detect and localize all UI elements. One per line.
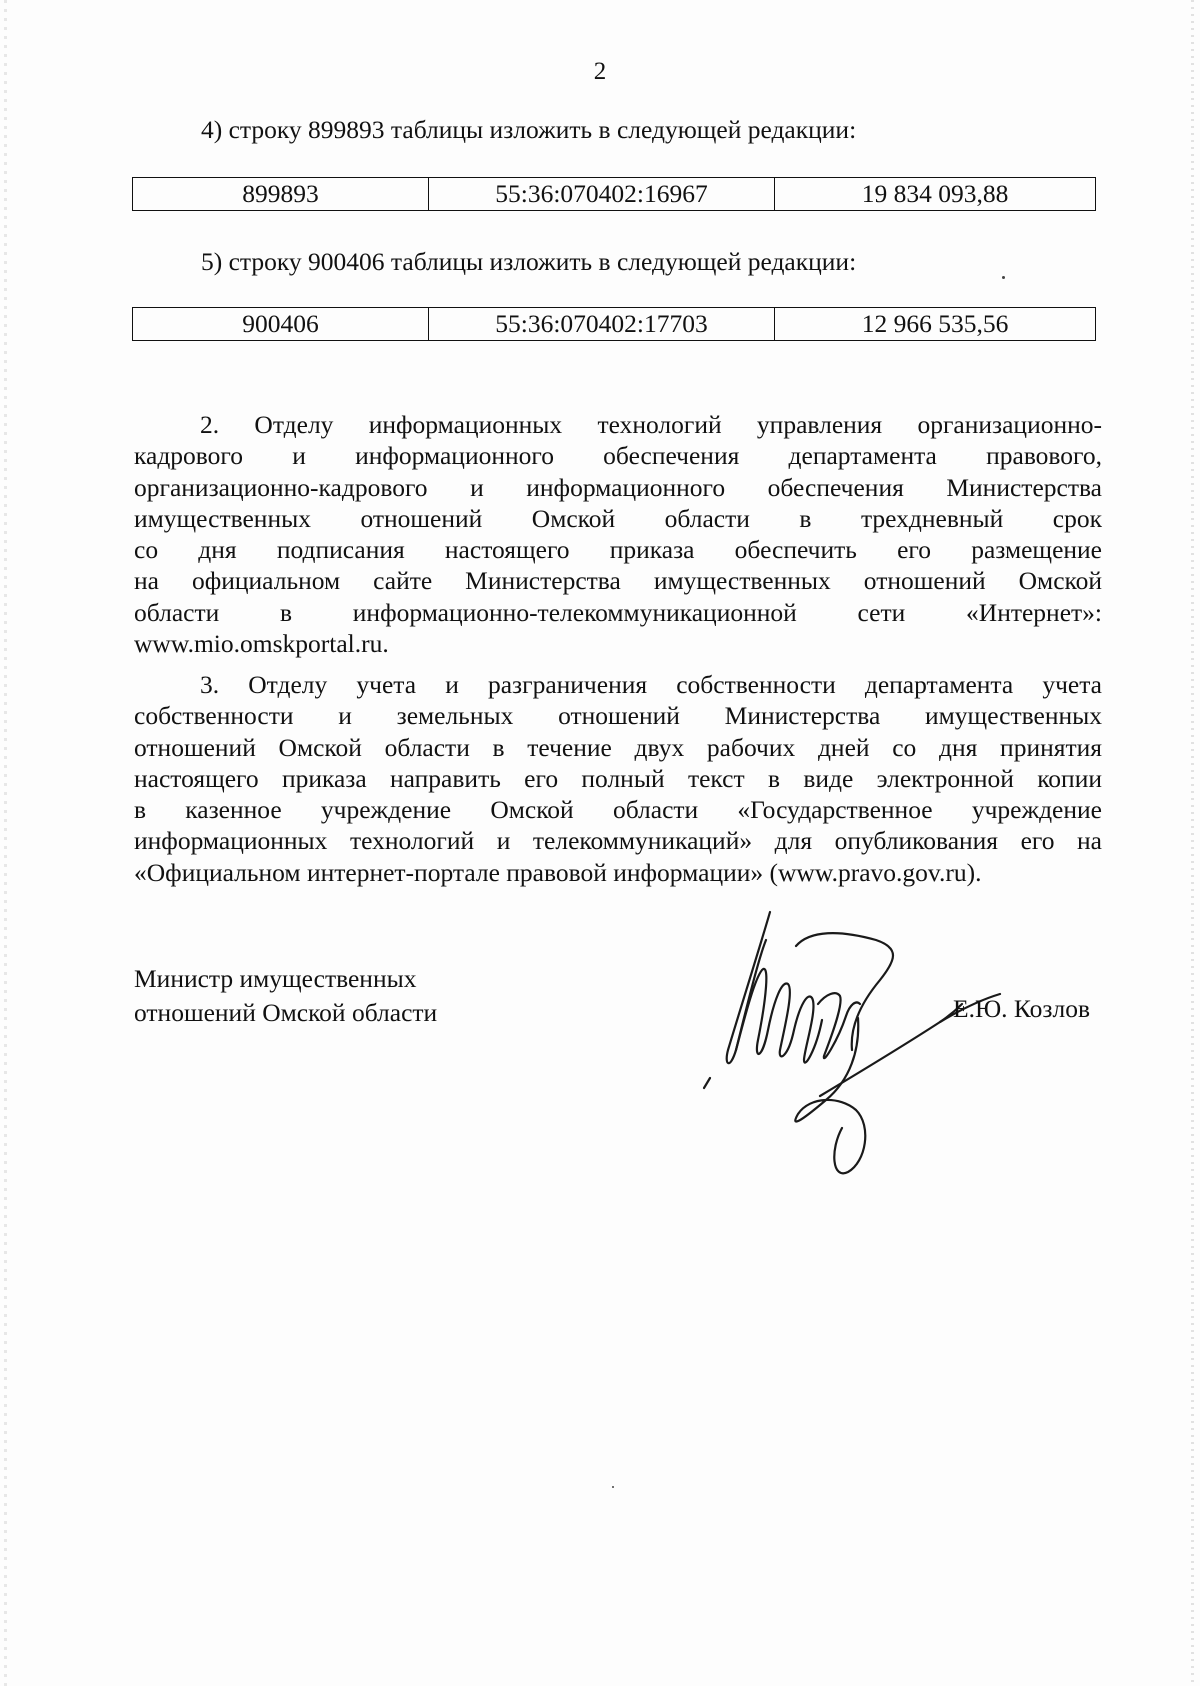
signer-title-line-2: отношений Омской области — [134, 998, 438, 1027]
item5-table-row — [132, 307, 1096, 341]
paragraph-3-line: «Официальном интернет-портале правовой информации» (www.pravo.gov.ru). — [134, 857, 982, 887]
signer-title-line-1: Министр имущественных — [134, 964, 417, 993]
paragraph-3-line: информационных технологий и телекоммуникаций» для опубликования его на — [134, 826, 1102, 856]
item5-text: 5) строку 900406 таблицы изложить в следующей редакции: — [201, 247, 857, 276]
paragraph-2-line: области в информационно-телекоммуникационной сети «Интернет»: — [134, 597, 1102, 627]
item4-cadastral-number: 55:36:070402:16967 — [429, 178, 775, 210]
scan-speck — [1002, 276, 1005, 279]
paragraph-3-line: настоящего приказа направить его полный текст в виде электронной копии — [134, 763, 1102, 793]
signer-title — [134, 962, 437, 1030]
paragraph-2-line: со дня подписания настоящего приказа обеспечить его размещение — [134, 535, 1102, 565]
paragraph-3-line: собственности и земельных отношений Министерства имущественных — [134, 701, 1102, 731]
page-number: 2 — [593, 58, 607, 85]
item4-table-row — [132, 177, 1096, 211]
scan-edge-right — [1191, 0, 1194, 1686]
item5-value: 12 966 535,56 — [861, 309, 1009, 338]
paragraph-2-line: кадрового и информационного обеспечения департамента правового, — [134, 441, 1102, 471]
item4-value: 19 834 093,88 — [861, 179, 1009, 208]
scan-edge-left — [4, 0, 7, 1686]
paragraph-2-line: 2. Отделу информационных технологий управления организационно- — [200, 410, 1102, 439]
paragraph-2-line: организационно-кадрового и информационного обеспечения Министерства — [134, 472, 1102, 502]
paragraph-3-line: в казенное учреждение Омской области «Государственное учреждение — [134, 795, 1102, 825]
item4-text: 4) строку 899893 таблицы изложить в следующей редакции: — [201, 115, 857, 144]
paragraph-2-line: www.mio.omskportal.ru. — [134, 629, 389, 659]
paragraph-2-line: на официальном сайте Министерства имущественных отношений Омской — [134, 566, 1102, 596]
paragraph-2 — [134, 409, 1102, 659]
paragraph-2-line: имущественных отношений Омской области в трехдневный срок — [134, 503, 1102, 533]
handwritten-signature — [700, 900, 1020, 1180]
item5-cadastral-number: 55:36:070402:17703 — [429, 308, 775, 340]
paragraph-3-line: отношений Омской области в течение двух рабочих дней со дня принятия — [134, 732, 1102, 762]
scan-speck — [612, 1486, 614, 1488]
signer-name: Е.Ю. Козлов — [953, 994, 1090, 1023]
item5-row-number: 900406 — [133, 308, 429, 340]
paragraph-3-line: 3. Отделу учета и разграничения собственности департамента учета — [200, 670, 1102, 699]
paragraph-3 — [134, 669, 1102, 888]
item4-row-number: 899893 — [133, 178, 429, 210]
